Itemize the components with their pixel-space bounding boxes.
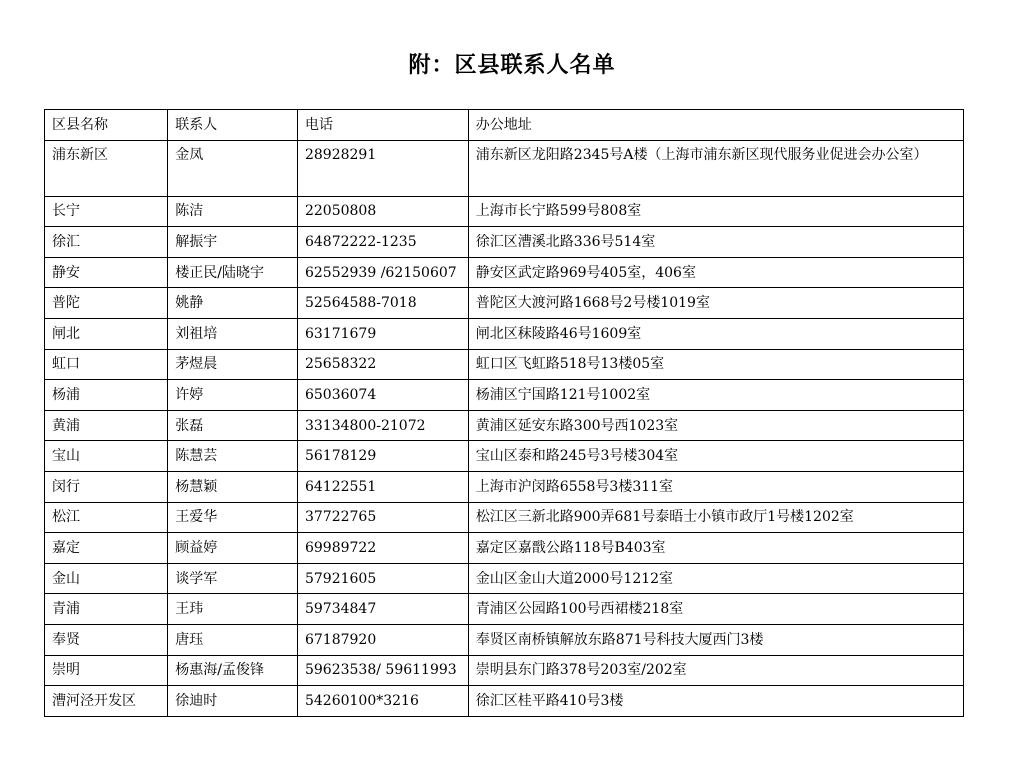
district-cell: 奉贤 <box>45 624 168 655</box>
address-cell: 宝山区泰和路245号3号楼304室 <box>468 441 963 472</box>
district-cell: 金山 <box>45 563 168 594</box>
table-row <box>45 380 964 411</box>
table-row <box>45 533 964 564</box>
phone-cell: 64122551 <box>297 471 468 502</box>
contact-cell: 王玮 <box>168 594 298 625</box>
contact-cell: 茅煜晨 <box>168 349 298 380</box>
phone-cell: 28928291 <box>297 140 468 196</box>
phone-cell: 67187920 <box>297 624 468 655</box>
contact-cell: 杨惠海/孟俊锋 <box>168 655 298 686</box>
contact-cell: 陈慧芸 <box>168 441 298 472</box>
phone-cell: 54260100*3216 <box>297 686 468 717</box>
header-phone: 电话 <box>297 110 468 141</box>
contact-cell: 张磊 <box>168 410 298 441</box>
phone-cell: 57921605 <box>297 563 468 594</box>
address-cell: 徐汇区桂平路410号3楼 <box>468 686 963 717</box>
phone-cell: 37722765 <box>297 502 468 533</box>
district-cell: 静安 <box>45 257 168 288</box>
table-row <box>45 502 964 533</box>
address-cell: 奉贤区南桥镇解放东路871号科技大厦西门3楼 <box>468 624 963 655</box>
phone-cell: 62552939 /62150607 <box>297 257 468 288</box>
district-cell: 黄浦 <box>45 410 168 441</box>
address-cell: 虹口区飞虹路518号13楼05室 <box>468 349 963 380</box>
contact-cell: 金凤 <box>168 140 298 196</box>
table-row <box>45 140 964 196</box>
address-cell: 黄浦区延安东路300号西1023室 <box>468 410 963 441</box>
header-district: 区县名称 <box>45 110 168 141</box>
address-cell: 浦东新区龙阳路2345号A楼（上海市浦东新区现代服务业促进会办公室） <box>468 140 963 196</box>
address-cell: 上海市长宁路599号808室 <box>468 196 963 227</box>
table-row <box>45 686 964 717</box>
table-row <box>45 441 964 472</box>
table-row <box>45 196 964 227</box>
table-row <box>45 624 964 655</box>
table-row <box>45 471 964 502</box>
contact-cell: 姚静 <box>168 288 298 319</box>
table-header-row <box>45 110 964 141</box>
table-row <box>45 563 964 594</box>
phone-cell: 59734847 <box>297 594 468 625</box>
district-cell: 嘉定 <box>45 533 168 564</box>
table-row <box>45 410 964 441</box>
phone-cell: 56178129 <box>297 441 468 472</box>
district-cell: 闵行 <box>45 471 168 502</box>
address-cell: 徐汇区漕溪北路336号514室 <box>468 227 963 258</box>
address-cell: 普陀区大渡河路1668号2号楼1019室 <box>468 288 963 319</box>
district-cell: 宝山 <box>45 441 168 472</box>
contact-cell: 唐珏 <box>168 624 298 655</box>
district-cell: 杨浦 <box>45 380 168 411</box>
header-contact: 联系人 <box>168 110 298 141</box>
table-row <box>45 655 964 686</box>
phone-cell: 64872222-1235 <box>297 227 468 258</box>
phone-cell: 25658322 <box>297 349 468 380</box>
phone-cell: 33134800-21072 <box>297 410 468 441</box>
contact-cell: 楼正民/陆晓宇 <box>168 257 298 288</box>
district-cell: 崇明 <box>45 655 168 686</box>
phone-cell: 52564588-7018 <box>297 288 468 319</box>
district-cell: 虹口 <box>45 349 168 380</box>
district-cell: 青浦 <box>45 594 168 625</box>
contact-cell: 顾益婷 <box>168 533 298 564</box>
contacts-table <box>44 109 964 717</box>
district-cell: 长宁 <box>45 196 168 227</box>
address-cell: 嘉定区嘉戬公路118号B403室 <box>468 533 963 564</box>
address-cell: 青浦区公园路100号西裙楼218室 <box>468 594 963 625</box>
phone-cell: 22050808 <box>297 196 468 227</box>
table-body <box>45 140 964 716</box>
contact-cell: 许婷 <box>168 380 298 411</box>
contact-cell: 王爱华 <box>168 502 298 533</box>
address-cell: 上海市沪闵路6558号3楼311室 <box>468 471 963 502</box>
contact-cell: 杨慧颖 <box>168 471 298 502</box>
address-cell: 金山区金山大道2000号1212室 <box>468 563 963 594</box>
address-cell: 闸北区秣陵路46号1609室 <box>468 318 963 349</box>
page-title: 附：区县联系人名单 <box>408 53 616 78</box>
phone-cell: 69989722 <box>297 533 468 564</box>
contact-cell: 陈洁 <box>168 196 298 227</box>
district-cell: 漕河泾开发区 <box>45 686 168 717</box>
address-cell: 杨浦区宁国路121号1002室 <box>468 380 963 411</box>
phone-cell: 63171679 <box>297 318 468 349</box>
table-row <box>45 257 964 288</box>
address-cell: 松江区三新北路900弄681号泰晤士小镇市政厅1号楼1202室 <box>468 502 963 533</box>
district-cell: 浦东新区 <box>45 140 168 196</box>
contact-cell: 谈学军 <box>168 563 298 594</box>
address-cell: 崇明县东门路378号203室/202室 <box>468 655 963 686</box>
phone-cell: 59623538/ 59611993 <box>297 655 468 686</box>
table-row <box>45 288 964 319</box>
header-address: 办公地址 <box>468 110 963 141</box>
table-row <box>45 227 964 258</box>
table-row <box>45 594 964 625</box>
district-cell: 松江 <box>45 502 168 533</box>
contact-cell: 解振宇 <box>168 227 298 258</box>
district-cell: 闸北 <box>45 318 168 349</box>
district-cell: 普陀 <box>45 288 168 319</box>
contact-cell: 刘祖培 <box>168 318 298 349</box>
table-row <box>45 318 964 349</box>
phone-cell: 65036074 <box>297 380 468 411</box>
address-cell: 静安区武定路969号405室，406室 <box>468 257 963 288</box>
table-row <box>45 349 964 380</box>
district-cell: 徐汇 <box>45 227 168 258</box>
contact-cell: 徐迪时 <box>168 686 298 717</box>
